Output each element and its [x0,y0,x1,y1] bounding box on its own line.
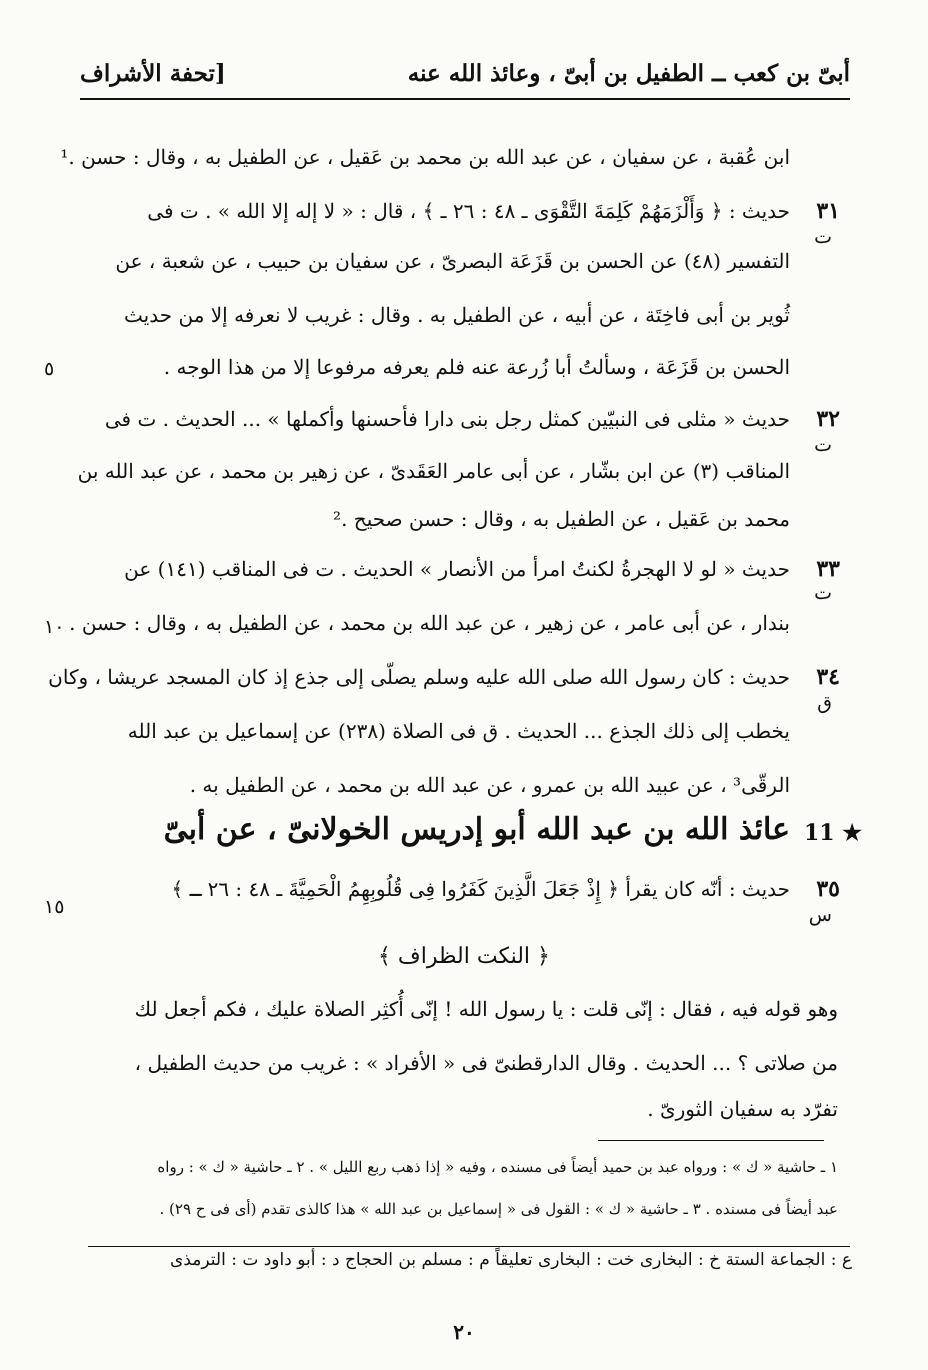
line-marker: ١٠ [44,616,65,638]
line-marker: ١٥ [44,896,65,918]
text-line: حديث « مثلى فى النبيّين كمثل رجل بنى دارا فأحسنها وأكملها » ... الحديث . ت فى [104,407,790,431]
text-line: الرقّى³ ، عن عبيد الله بن عمرو ، عن عبد الله بن محمد ، عن الطفيل به . [189,773,790,797]
hadith-number: ٣٢ [816,406,840,432]
text-line: حديث « لو لا الهجرةُ لكنتُ امرأ من الأنصار » الحديث . ت فى المناقب (١٤١) عن [124,557,790,581]
book-code: ت [814,582,832,604]
section-number: 11 ★ [804,820,862,846]
page-number: ٢٠ [453,1320,475,1344]
footnote-divider [598,1140,824,1141]
text-line: الحسن بن قَزَعَة ، وسألتُ أبا زُرعة عنه فلم يعرفه مرفوعا إلا من هذا الوجه . [163,355,790,379]
text-line: التفسير (٤٨) عن الحسن بن قَزَعَة البصرىّ ، عن سفيان بن حبيب ، عن شعبة ، عن [115,249,790,273]
hadith-number: ٣٥ [816,876,840,902]
running-header [80,58,850,100]
hadith-number: ٣١ [816,198,840,224]
hadith-number: ٣٤ [816,664,840,690]
book-code: ت [814,226,832,248]
header-title-left: [تحفة الأشراف [80,60,226,87]
nukat-title: ﴿ النكت الظراف ﴾ [378,944,550,969]
text-line: بندار ، عن أبى عامر ، عن زهير ، عن عبد الله بن محمد ، عن الطفيل به ، وقال : حسن . [69,611,790,635]
text-line: يخطب إلى ذلك الجذع ... الحديث . ق فى الصلاة (٢٣٨) عن إسماعيل بن عبد الله [127,719,790,743]
abbreviation-legend: ع : الجماعة الستة خ : البخارى خت : البخارى تعليقاً م : مسلم بن الحجاج د : أبو داود ت : الترمذى [170,1250,852,1270]
text-line: حديث : أنّه كان يقرأ ﴿ إِذْ جَعَلَ الَّذِينَ كَفَرُوا فِى قُلُوبِهِمُ الْحَمِيَّةَ ـ ٤٨ : ٢٦ ـ ﴾ [171,877,790,901]
section-heading: عائذ الله بن عبد الله أبو إدريس الخولانىّ ، عن أبىّ [163,812,790,847]
text-line: محمد بن عَقيل ، عن الطفيل به ، وقال : حسن صحيح .² [333,507,790,531]
footnote-line: عبد أيضاً فى مسنده . ٣ ـ حاشية « ك » : القول فى « إسماعيل بن عبد الله » هذا كالذى تقدم (أى فى ح ٢٩) . [159,1200,838,1218]
text-line: ثُوير بن أبى فاخِتَة ، عن أبيه ، عن الطفيل به . وقال : غريب لا نعرفه إلا من حديث [124,303,790,327]
book-code: س [808,904,832,926]
text-line: وهو قوله فيه ، فقال : إنّى قلت : يا رسول الله ! إنّى أُكثِر الصلاة عليك ، فكم أجعل لك [134,997,838,1021]
text-line: حديث : ﴿ وَأَلْزَمَهُمْ كَلِمَةَ التَّقْوَى ـ ٤٨ : ٢٦ ـ ﴾ ، قال : « لا إله إلا الله » . ت فى [147,199,790,223]
header-title-right: أبىّ بن كعب ــ الطفيل بن أبىّ ، وعائذ الله عنه [407,60,850,87]
footnote-line: ١ ـ حاشية « ك » : ورواه عبد بن حميد أيضاً فى مسنده ، وفيه « إذا ذهب ربع الليل » . ٢ ـ حاشية « ك » : رواه [157,1158,838,1176]
text-line: من صلاتى ؟ ... الحديث . وقال الدارقطنىّ فى « الأفراد » : غريب من حديث الطفيل ، [134,1051,838,1075]
line-marker: ٥ [44,358,55,380]
text-line: تفرّد به سفيان الثورىّ . [647,1097,838,1121]
book-code: ت [814,434,832,456]
text-line: ابن عُقبة ، عن سفيان ، عن عبد الله بن محمد بن عَقيل ، عن الطفيل به ، وقال : حسن .¹ [60,145,790,169]
legend-divider [88,1246,850,1247]
book-code: ق [817,692,832,714]
text-line: المناقب (٣) عن ابن بشّار ، عن أبى عامر العَقَدىّ ، عن زهير بن محمد ، عن عبد الله بن [77,459,790,483]
text-line: حديث : كان رسول الله صلى الله عليه وسلم يصلّى إلى جذع إذ كان المسجد عريشا ، وكان [48,665,790,689]
hadith-number: ٣٣ [816,556,840,582]
